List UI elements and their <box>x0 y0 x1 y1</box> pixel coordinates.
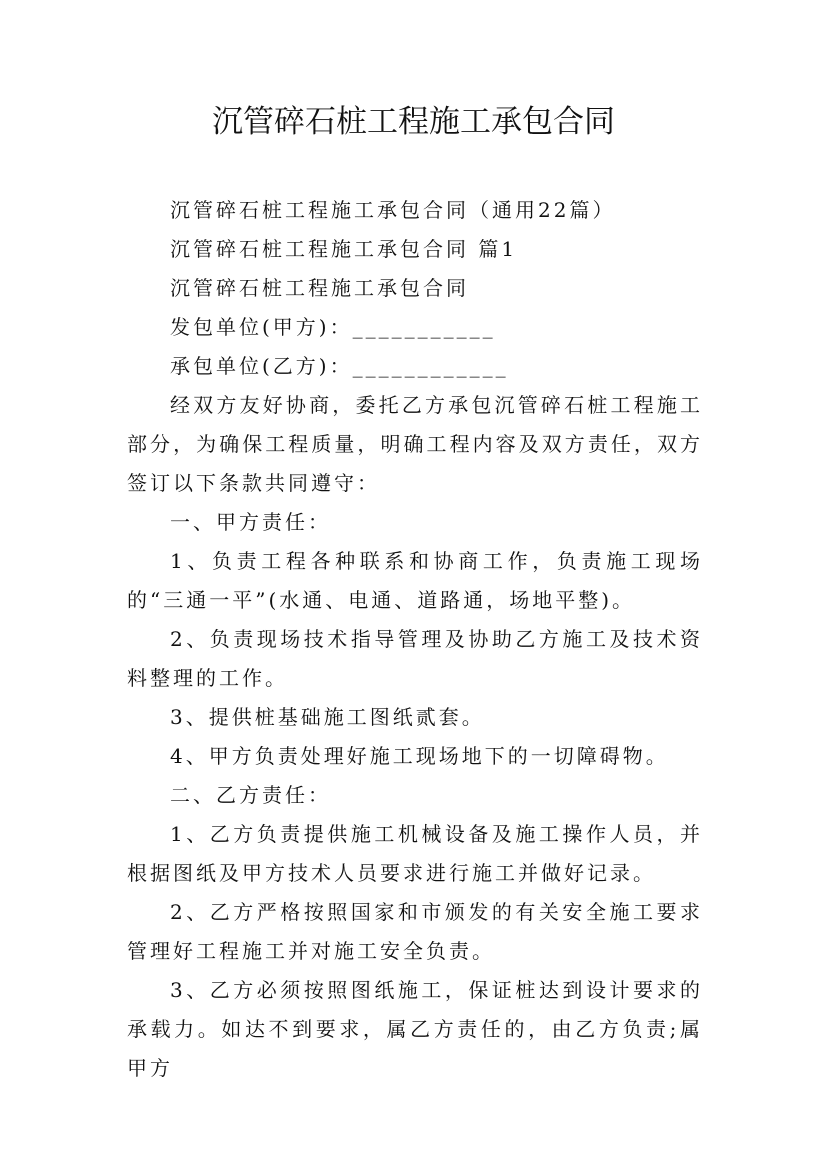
paragraph-contract-name: 沉管碎石桩工程施工承包合同 <box>170 276 469 300</box>
document-title: 沉管碎石桩工程施工承包合同 <box>212 104 615 140</box>
paragraph-section-heading-a: 一、甲方责任： <box>170 510 331 534</box>
paragraph-clause: 3、乙方必须按照图纸施工，保证桩达到设计要求的承载力。如达不到要求，属乙方责任的，由乙方负责;属甲方 <box>127 978 703 1080</box>
paragraph-clause: 4、甲方负责处理好施工现场地下的一切障碍物。 <box>170 744 669 768</box>
paragraph-clause: 2、负责现场技术指导管理及协助乙方施工及技术资料整理的工作。 <box>127 627 703 690</box>
paragraph-clause: 1、乙方负责提供施工机械设备及施工操作人员，并根据图纸及甲方技术人员要求进行施工并做好记录。 <box>127 822 703 885</box>
document-body <box>127 191 703 1088</box>
paragraph-clause: 3、提供桩基础施工图纸贰套。 <box>170 705 485 729</box>
paragraph-clause: 1、负责工程各种联系和协商工作，负责施工现场的“三通一平”(水通、电通、道路通，场地平整)。 <box>127 549 703 612</box>
paragraph-chapter-heading: 沉管碎石桩工程施工承包合同 篇1 <box>170 237 518 261</box>
paragraph-subtitle: 沉管碎石桩工程施工承包合同（通用22篇） <box>170 198 616 222</box>
paragraph-party-a: 发包单位(甲方)：___________ <box>170 315 496 339</box>
paragraph-preamble: 经双方友好协商，委托乙方承包沉管碎石桩工程施工部分，为确保工程质量，明确工程内容及双方责任，双方签订以下条款共同遵守： <box>127 393 703 495</box>
paragraph-party-b: 承包单位(乙方)：____________ <box>170 354 509 378</box>
paragraph-section-heading-b: 二、乙方责任： <box>170 783 331 807</box>
paragraph-clause: 2、乙方严格按照国家和市颁发的有关安全施工要求管理好工程施工并对施工安全负责。 <box>127 900 703 963</box>
